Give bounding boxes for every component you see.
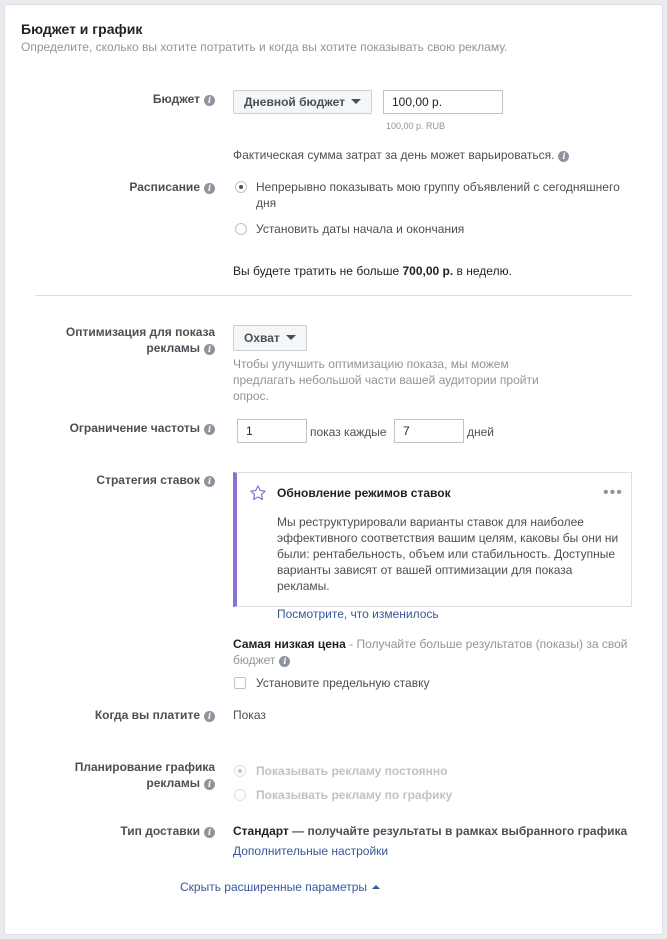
- optimization-label: Оптимизация для показа рекламы i: [65, 325, 215, 355]
- delivery-value: Стандарт — получайте результаты в рамках выбранного графика: [233, 824, 628, 838]
- info-icon[interactable]: i: [204, 476, 215, 487]
- bid-update-card: [233, 472, 632, 607]
- hide-advanced-link[interactable]: Скрыть расширенные параметры: [180, 880, 380, 894]
- bid-strategy-label: Стратегия ставок i: [5, 472, 215, 488]
- caret-down-icon: [351, 99, 361, 104]
- more-options-icon[interactable]: •••: [603, 484, 623, 501]
- schedule-label: Расписание i: [5, 179, 215, 195]
- payment-value: Показ: [233, 708, 266, 722]
- budget-type-dropdown[interactable]: Дневной бюджет: [233, 90, 372, 114]
- bid-cap-label[interactable]: Установите предельную ставку: [256, 676, 430, 690]
- info-icon[interactable]: i: [204, 827, 215, 838]
- ad-scheduling-schedule-radio[interactable]: [234, 789, 246, 801]
- caret-down-icon: [286, 335, 296, 340]
- info-icon[interactable]: i: [204, 95, 215, 106]
- payment-label: Когда вы платите i: [5, 707, 215, 723]
- frequency-middle-text: показ каждые: [310, 425, 387, 439]
- divider: [35, 295, 632, 296]
- info-icon[interactable]: i: [204, 711, 215, 722]
- budget-amount-input[interactable]: 100,00 р.: [383, 90, 503, 114]
- info-icon[interactable]: i: [279, 656, 290, 667]
- ad-scheduling-always-radio[interactable]: [234, 765, 246, 777]
- frequency-days-input[interactable]: 7: [394, 419, 464, 443]
- info-icon[interactable]: i: [204, 183, 215, 194]
- delivery-more-settings-link[interactable]: Дополнительные настройки: [233, 844, 389, 858]
- bid-strategy-desc: Самая низкая цена - Получайте больше результатов (показы) за свой бюджет i: [233, 637, 628, 667]
- ad-scheduling-label: Планирование графика рекламы i: [74, 760, 215, 790]
- optimization-dropdown[interactable]: Охват: [233, 325, 307, 351]
- section-subtitle: Определите, сколько вы хотите потратить и когда вы хотите показывать свою рекламу.: [21, 40, 508, 54]
- bid-card-body: Мы реструктурировали варианты ставок для наиболее эффективного соответствия вашим целям, каковы бы они ни были: рентабельность, объем или стабильность. Доступные варианты зависят от вашей оптимизации для показа рекламы.: [277, 515, 619, 593]
- ad-scheduling-schedule-label[interactable]: Показывать рекламу по графику: [256, 788, 453, 802]
- bid-card-title: Обновление режимов ставок: [277, 486, 451, 500]
- star-icon: [249, 484, 267, 502]
- info-icon[interactable]: i: [204, 424, 215, 435]
- schedule-dates-radio[interactable]: [235, 223, 247, 235]
- ad-scheduling-always-label[interactable]: Показывать рекламу постоянно: [256, 764, 448, 778]
- schedule-continuous-radio[interactable]: [235, 181, 247, 193]
- caret-up-icon: [372, 885, 380, 889]
- schedule-dates-label[interactable]: Установить даты начала и окончания: [256, 222, 465, 236]
- budget-amount-hint: 100,00 р. RUB: [386, 121, 446, 131]
- frequency-impressions-input[interactable]: 1: [237, 419, 307, 443]
- info-icon[interactable]: i: [204, 779, 215, 790]
- bid-card-link[interactable]: Посмотрите, что изменилось: [277, 607, 439, 621]
- bid-cap-checkbox[interactable]: [234, 677, 246, 689]
- optimization-note: Чтобы улучшить оптимизацию показа, мы можем предлагать небольшой части вашей аудитории пройти опрос.: [233, 357, 539, 403]
- delivery-label: Тип доставки i: [5, 823, 215, 839]
- budget-schedule-panel: [4, 4, 663, 935]
- info-icon[interactable]: i: [204, 344, 215, 355]
- frequency-days-text: дней: [467, 425, 495, 439]
- weekly-spend-note: Вы будете тратить не больше 700,00 р. в неделю.: [233, 264, 512, 278]
- schedule-continuous-label[interactable]: Непрерывно показывать мою группу объявлений с сегодняшнего дня: [256, 180, 620, 210]
- info-icon[interactable]: i: [558, 151, 569, 162]
- section-title: Бюджет и график: [21, 21, 143, 37]
- budget-note: Фактическая сумма затрат за день может варьироваться. i: [233, 147, 569, 163]
- frequency-label: Ограничение частоты i: [5, 420, 215, 436]
- budget-label: Бюджет i: [5, 91, 215, 107]
